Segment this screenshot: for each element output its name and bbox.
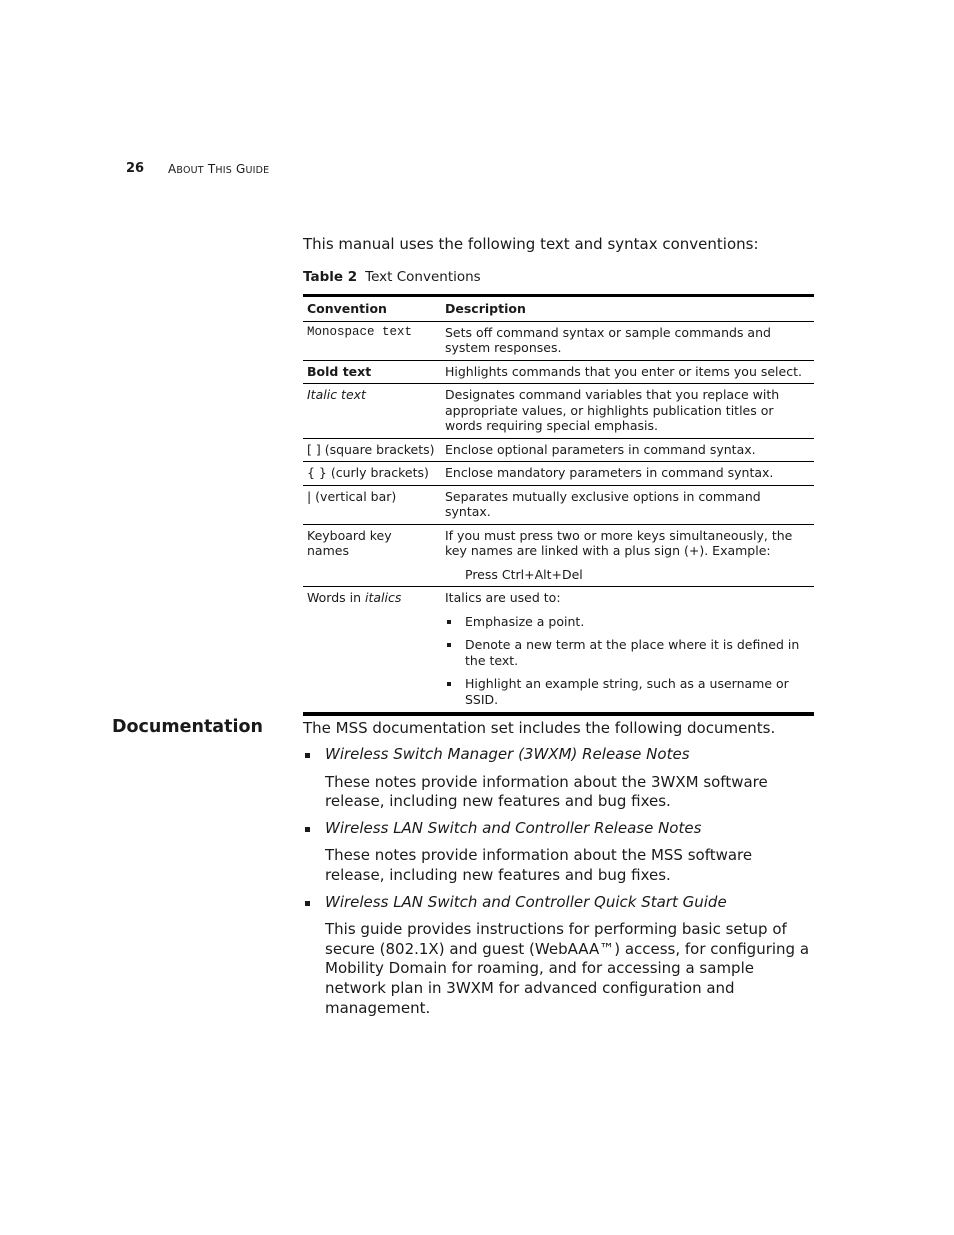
section-divider (303, 712, 814, 713)
list-item (445, 614, 810, 630)
description-cell: Enclose optional parameters in command syntax. (441, 438, 814, 462)
list-item (445, 676, 810, 707)
document-description: These notes provide information about the 3WXM software release, including new features and bug fixes. (325, 772, 768, 811)
description-text: Italics are used to: (445, 590, 561, 605)
convention-prefix: Words in (307, 590, 365, 605)
document-description: This guide provides instructions for performing basic setup of secure (802.1X) and guest (WebAAA™) access, for configuring a Mobility Domain for roaming, and for accessing a sample network plan in 3WXM for advanced configuration and management. (325, 920, 810, 1017)
description-cell (441, 524, 814, 587)
bullet-square-icon (447, 682, 451, 686)
convention-cell: | (vertical bar) (303, 485, 441, 524)
table-header-row (303, 296, 814, 322)
list-item (303, 819, 813, 886)
description-cell: Separates mutually exclusive options in command syntax. (441, 485, 814, 524)
document-title: Wireless Switch Manager (3WXM) Release Notes (325, 745, 690, 763)
description-cell: Sets off command syntax or sample commands and system responses. (441, 321, 814, 360)
table-row (303, 384, 814, 439)
convention-cell (303, 587, 441, 715)
italics-bullet-list (445, 614, 810, 708)
list-item (445, 637, 810, 668)
documentation-intro: The MSS documentation set includes the following documents. (303, 719, 776, 737)
conventions-table (303, 294, 814, 716)
list-item-text: Denote a new term at the place where it is defined in the text. (465, 637, 800, 668)
documentation-list (303, 745, 813, 1025)
table-caption-label: Table 2 (303, 269, 358, 285)
description-cell: Highlights commands that you enter or items you select. (441, 360, 814, 384)
column-header-convention: Convention (303, 296, 441, 322)
bullet-square-icon (447, 643, 451, 647)
document-title: Wireless LAN Switch and Controller Release Notes (325, 818, 702, 837)
running-title: ABOUT THIS GUIDE (168, 162, 270, 176)
description-cell (441, 587, 814, 715)
page-number: 26 (126, 161, 145, 176)
convention-cell: Bold text (303, 360, 441, 384)
table-row (303, 587, 814, 715)
list-item (303, 745, 813, 812)
section-heading: Documentation (112, 717, 263, 737)
list-item-text: Highlight an example string, such as a username or SSID. (465, 676, 789, 707)
intro-paragraph: This manual uses the following text and syntax conventions: (303, 235, 759, 253)
description-cell: Designates command variables that you replace with appropriate values, or highlights publication titles or words requiring special emphasis. (441, 384, 814, 439)
convention-cell: { } (curly brackets) (303, 462, 441, 486)
table-row (303, 462, 814, 486)
bullet-square-icon (305, 901, 310, 906)
table-row (303, 438, 814, 462)
table-row (303, 524, 814, 587)
convention-cell: Monospace text (303, 321, 441, 360)
description-text: If you must press two or more keys simultaneously, the key names are linked with a plus sign (+). Example: (445, 527, 793, 558)
convention-cell: Italic text (303, 384, 441, 439)
example-text: Press Ctrl+Alt+Del (465, 566, 583, 582)
description-cell: Enclose mandatory parameters in command syntax. (441, 462, 814, 486)
list-item-text: Emphasize a point. (465, 613, 585, 629)
list-item (303, 893, 813, 1019)
document-description: These notes provide information about the MSS software release, including new features and bug fixes. (325, 846, 753, 884)
bullet-square-icon (447, 620, 451, 624)
table-row (303, 485, 814, 524)
bullet-square-icon (305, 827, 310, 832)
table-caption-text: Text Conventions (365, 269, 481, 285)
convention-cell: [ ] (square brackets) (303, 438, 441, 462)
table-row (303, 360, 814, 384)
table-caption (303, 269, 481, 285)
bullet-square-icon (305, 753, 310, 758)
convention-italic: italics (364, 590, 402, 605)
column-header-description: Description (441, 296, 814, 322)
document-title: Wireless LAN Switch and Controller Quick Start Guide (325, 892, 727, 911)
convention-cell: Keyboard key names (303, 524, 441, 587)
table-row (303, 321, 814, 360)
